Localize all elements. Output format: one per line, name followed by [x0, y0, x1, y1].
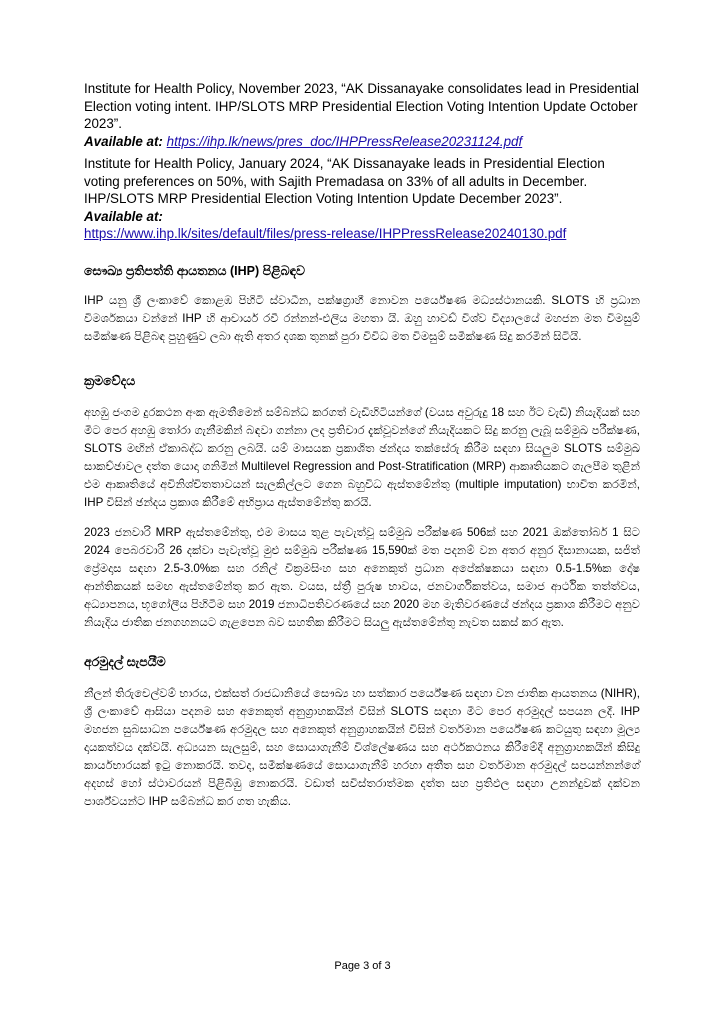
page-number-footer: Page 3 of 3	[334, 960, 391, 972]
about-ihp-paragraph: IHP යනු ශ්‍රී ලංකාවේ කොළඹ පිහිටි ස්වාධීන, පක්ෂග්‍රාහී නොවන පර්යේෂණ මධ්‍යස්ථානයකි. SLOTS හි ප්‍රධාන විමර්ශකයා වන්නේ IHP හි ආචාර්ය රවී රන්නන්-එලිය මහතා යි. ඔහු හාවඩ් විශ්ව විද්‍යාලයේ මහජන මත විමසුම් සමීක්ෂණ පිළිබඳ පුහුණුව ලබා ඇති අතර දශක තුනක් පුරා විවිධ මත විමසුම් සමීක්ෂණ සිදු කරමින් සිටියි.	[84, 294, 640, 343]
section-heading-methodology: ක්‍රමවේදය	[84, 374, 136, 388]
reference-text: Institute for Health Policy, November 2023, “AK Dissanayake consolidates lead in Presidential Election voting intent. IHP/SLOTS MRP Presidential Election Voting Intention Update October 2023”.	[84, 81, 640, 131]
available-at-label: Available at:	[84, 208, 163, 224]
funding-paragraph: නීලන් තිරුචෙල්වම් භාරය, එක්සත් රාජධානියේ සෞඛ්‍ය හා සත්කාර පර්යේෂණ සඳහා වන ජාතික ආයතනය (NIHR), ශ්‍රී ලංකාවේ ආසියා පදනම සහ අනෙකුත් අනුග්‍රාහකයින් විසින් SLOTS සඳහා මීට පෙර අරමුදල් සපයන ලදී. IHP මහජන සුබසාධන පර්යේෂණ අරමුදල සහ අනෙකුත් අනුග්‍රාහකයින් විසින් වර්තමාන පර්යේෂණ කටයුතු සඳහා මූල්‍ය දායකත්වය දක්වයි. අධ්‍යයන සැලසුම්, සහ සොයාගැනීම් විශ්ලේෂණය සහ අර්ථකථනය කිරීමේදී අනුග්‍රාහකයින් කිසිදු කාර්යභාරයක් ඉටු නොකරයි. තවද, සමීක්ෂණයේ සොයාගැනීම් හරහා අතීත සහ වර්තමාන අරමුදල් සපයන්නන්ගේ අදහස් හෝ ස්ථාවරයන් පිළිබිඹු නොකරයි. වඩාත් සවිස්තරාත්මක දත්ත සහ ප්‍රතිඵල සඳහා උනන්දුවක් දක්වන පාර්ශ්වයන්ට IHP සම්බන්ධ කර ගත හැකිය.	[84, 687, 640, 808]
section-heading-about-ihp: සෞඛ්‍ය ප්‍රතිපත්ති ආයතනය (IHP) පිළිබඳව	[84, 264, 305, 278]
reference-link[interactable]: https://www.ihp.lk/sites/default/files/press-release/IHPPressRelease20240130.pdf	[84, 226, 567, 241]
reference-availability	[84, 208, 644, 243]
reference-1	[84, 80, 644, 150]
reference-text: Institute for Health Policy, January 2024, “AK Dissanayake leads in Presidential Election voting preferences on 50%, with Sajith Premadasa on 33% of all adults in December. IHP/SLOTS MRP Presidential Election Voting Intention Update December 2023”.	[84, 156, 605, 206]
reference-2	[84, 155, 644, 243]
available-at-label: Available at:	[84, 133, 163, 149]
methodology-paragraph-2: 2023 ජනවාරි MRP ඇස්තමේන්තු, එම මාසය තුළ පැවැත්වූ සම්මුඛ පරීක්ෂණ 506ක් සහ 2021 ඔක්තෝබර් 1 සිට 2024 පෙබරවාරි 26 දක්වා පැවැත්වූ මුළු සම්මුඛ පරීක්ෂණ 15,590ක් මත පදනම් වන අතර අනුර දිසානායක, සජිත් ප්‍රේමදාස සඳහා 2.5-3.0%ක සහ රනිල් වික්‍රමසිංහ සහ අනෙකුත් ප්‍රධාන අපේක්ෂකයා සඳහා 0.5-1.5%ක දෝෂ ආන්තිකයක් සමඟ ඇස්තමේන්තු කර ඇත. වයස, ස්ත්‍රී පුරුෂ භාවය, ජනවාර්ගිකත්වය, සමාජ ආර්ථික තත්ත්වය, අධ්‍යාපනය, භූගෝලීය පිහිටීම සහ 2019 ජනාධිපතිවරණයේ සහ 2020 මහ මැතිවරණයේ ඡන්දය ප්‍රකාශ කිරීමට අනුව නියැදිය ජාතික ජනගහනයට ගැළපෙන බව සහතික කිරීමට සියලු ඇස්තමේන්තු නැවත සකස් කර ඇත.	[84, 526, 640, 629]
section-heading-funding: අරමුදල් සැපයීම	[84, 655, 166, 669]
reference-availability	[84, 133, 644, 151]
reference-link[interactable]: https://ihp.lk/news/pres_doc/IHPPressRelease20231124.pdf	[166, 133, 523, 149]
methodology-paragraph-1: අහඹු ජංගම දුරකථන අංක ඇමතීමෙන් සම්බන්ධ කරගත් වැඩිහිටියන්ගේ (වයස අවුරුදු 18 සහ ඊට වැඩි) නියැදියක් සහ මීට පෙර අහඹු තෝරා ගැනීමකින් බඳවා ගන්නා ලද ප්‍රතිචාර දැක්වූවන්ගේ නියැදියකට සිදු කරනු ලැබූ සම්මුඛ පරීක්ෂණ, SLOTS මඟින් ඒකාබද්ධ කරනු ලබයි. යම් මාසයක ප්‍රකාශිත ඡන්දය තක්සේරු කිරීම සඳහා සියලුම SLOTS සම්මුඛ සාකච්ඡාවල දත්ත යොදා ගනිමින් Multilevel Regression and Post-Stratification (MRP) ආකෘතියකට ගැලපීම තුළින් එම ආකෘතියේ අවිනිශ්චිතතාවයන් සැලකිල්ලට ගෙන බහුවිධ ඇස්තමේන්තු (multiple imputation) භාවිත කරමින්, IHP විසින් ඡන්දය ප්‍රකාශ කිරීමේ අභිප්‍රාය ඇස්තමේන්තු කරයි.	[84, 406, 640, 509]
